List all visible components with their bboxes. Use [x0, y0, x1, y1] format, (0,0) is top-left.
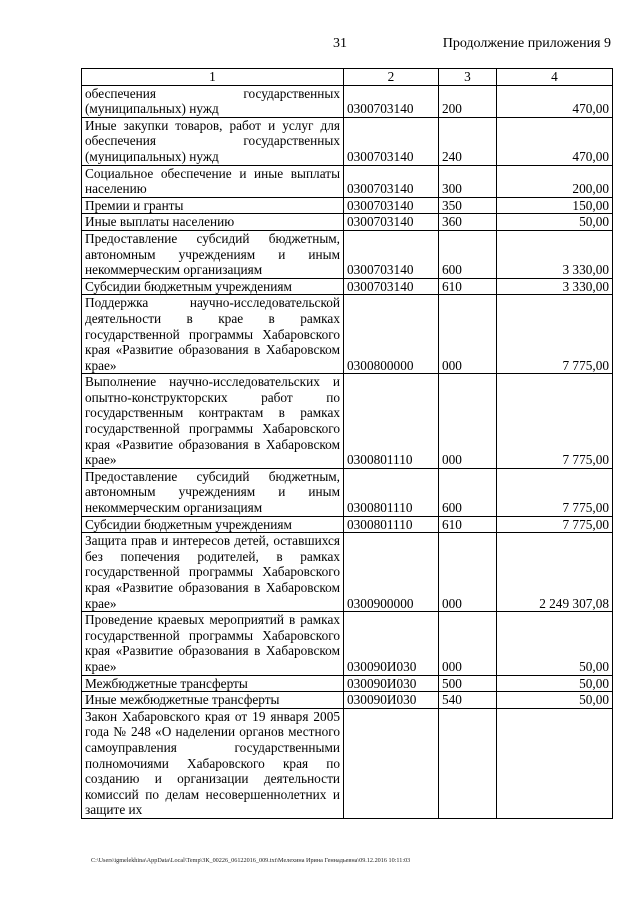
row-code: 0300703140 — [344, 197, 439, 214]
row-code: 0300900000 — [344, 533, 439, 612]
row-name: Иные межбюджетные трансферты — [82, 692, 344, 709]
row-code: 030090И030 — [344, 692, 439, 709]
table-row — [82, 516, 613, 533]
page-number: 31 — [333, 36, 347, 51]
row-code: 0300800000 — [344, 295, 439, 374]
row-code: 0300703140 — [344, 230, 439, 278]
row-name: Премии и гранты — [82, 197, 344, 214]
row-name: Закон Хабаровского края от 19 января 2005 года № 248 «О наделении органов местного самоуправления государственными полномочиями Хабаровского края по созданию и организации деятельности комиссий по делам несовершеннолетних и защите их — [82, 708, 344, 818]
table-row — [82, 165, 613, 197]
row-sum: 50,00 — [497, 612, 613, 675]
row-code: 0300703140 — [344, 117, 439, 165]
row-vr — [439, 708, 497, 818]
row-vr: 350 — [439, 197, 497, 214]
row-name: Поддержка научно-исследовательской деятельности в крае в рамках государственной программы Хабаровского края «Развитие образования в Хабаровском крае» — [82, 295, 344, 374]
row-vr: 000 — [439, 374, 497, 469]
table-row — [82, 374, 613, 469]
row-code: 030090И030 — [344, 612, 439, 675]
table-row — [82, 708, 613, 818]
row-sum: 3 330,00 — [497, 230, 613, 278]
table-row — [82, 533, 613, 612]
column-header-4: 4 — [497, 69, 613, 86]
row-sum: 470,00 — [497, 117, 613, 165]
budget-table — [81, 68, 613, 819]
table-row — [82, 197, 613, 214]
row-vr: 610 — [439, 278, 497, 295]
row-vr: 300 — [439, 165, 497, 197]
row-vr: 240 — [439, 117, 497, 165]
row-sum: 50,00 — [497, 675, 613, 692]
row-sum: 7 775,00 — [497, 468, 613, 516]
file-path-footer: C:\Users\igmelekhina\AppData\Local\Temp\ЗК_00226_06122016_009.txt\Мелехина Ирина Геннадьевна\09.12.2016 10:11:03 — [91, 857, 411, 864]
row-code — [344, 708, 439, 818]
row-name: Социальное обеспечение и иные выплаты населению — [82, 165, 344, 197]
row-code: 0300703140 — [344, 165, 439, 197]
row-sum: 3 330,00 — [497, 278, 613, 295]
row-code: 0300801110 — [344, 516, 439, 533]
row-vr: 000 — [439, 612, 497, 675]
row-name: Предоставление субсидий бюджетным, автономным учреждениям и иным некоммерческим организациям — [82, 230, 344, 278]
row-name: Субсидии бюджетным учреждениям — [82, 278, 344, 295]
row-sum: 200,00 — [497, 165, 613, 197]
table-row — [82, 468, 613, 516]
row-name: Защита прав и интересов детей, оставшихся без попечения родителей, в рамках государственной программы Хабаровского края «Развитие образования в Хабаровском крае» — [82, 533, 344, 612]
row-name: Иные выплаты населению — [82, 214, 344, 231]
row-sum: 50,00 — [497, 214, 613, 231]
row-sum: 150,00 — [497, 197, 613, 214]
row-sum: 50,00 — [497, 692, 613, 709]
column-header-3: 3 — [439, 69, 497, 86]
row-sum — [497, 708, 613, 818]
row-sum: 7 775,00 — [497, 295, 613, 374]
row-name: обеспечения государственных (муниципальных) нужд — [82, 85, 344, 117]
row-code: 0300703140 — [344, 85, 439, 117]
row-name: Предоставление субсидий бюджетным, автономным учреждениям и иным некоммерческим организациям — [82, 468, 344, 516]
row-name: Иные закупки товаров, работ и услуг для обеспечения государственных (муниципальных) нужд — [82, 117, 344, 165]
row-code: 0300801110 — [344, 374, 439, 469]
row-vr: 500 — [439, 675, 497, 692]
row-vr: 610 — [439, 516, 497, 533]
row-sum: 2 249 307,08 — [497, 533, 613, 612]
row-vr: 200 — [439, 85, 497, 117]
row-name: Межбюджетные трансферты — [82, 675, 344, 692]
table-row — [82, 612, 613, 675]
table-row — [82, 675, 613, 692]
table-row — [82, 278, 613, 295]
row-code: 0300703140 — [344, 214, 439, 231]
row-code: 0300801110 — [344, 468, 439, 516]
table-row — [82, 85, 613, 117]
table-row — [82, 692, 613, 709]
table-row — [82, 117, 613, 165]
row-name: Проведение краевых мероприятий в рамках государственной программы Хабаровского края «Развитие образования в Хабаровском крае» — [82, 612, 344, 675]
row-code: 0300703140 — [344, 278, 439, 295]
row-sum: 470,00 — [497, 85, 613, 117]
row-sum: 7 775,00 — [497, 374, 613, 469]
row-vr: 000 — [439, 295, 497, 374]
table-row — [82, 214, 613, 231]
table-row — [82, 230, 613, 278]
row-vr: 600 — [439, 230, 497, 278]
row-vr: 000 — [439, 533, 497, 612]
continuation-label: Продолжение приложения 9 — [442, 36, 611, 51]
column-header-2: 2 — [344, 69, 439, 86]
table-header-row — [82, 69, 613, 86]
column-header-1: 1 — [82, 69, 344, 86]
row-vr: 540 — [439, 692, 497, 709]
row-name: Выполнение научно-исследовательских и опытно-конструкторских работ по государственным контрактам в рамках государственной программы Хабаровского края «Развитие образования в Хабаровском крае» — [82, 374, 344, 469]
table-row — [82, 295, 613, 374]
row-vr: 360 — [439, 214, 497, 231]
row-sum: 7 775,00 — [497, 516, 613, 533]
row-code: 030090И030 — [344, 675, 439, 692]
row-vr: 600 — [439, 468, 497, 516]
row-name: Субсидии бюджетным учреждениям — [82, 516, 344, 533]
